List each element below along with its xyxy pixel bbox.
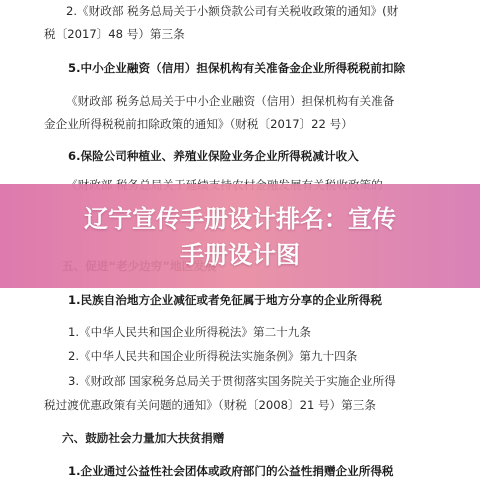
banner-title-line-1: 辽宁宣传手册设计排名：宣传: [84, 205, 396, 233]
text-line: 金企业所得税税前扣除政策的通知》（财税〔2017〕22 号）: [44, 117, 353, 131]
text-line: 1.《中华人民共和国企业所得税法》第二十九条: [68, 325, 311, 339]
text-line: 2.《财政部 税务总局关于小额贷款公司有关税收政策的通知》(财: [66, 4, 399, 18]
title-banner: [0, 184, 480, 288]
heading-line: 1.企业通过公益性社会团体或政府部门的公益性捐赠企业所得税: [68, 464, 394, 478]
heading-line: 1.民族自治地方企业减征或者免征属于地方分享的企业所得税: [68, 293, 382, 307]
text-line: 3.《财政部 国家税务总局关于贯彻落实国务院关于实施企业所得: [68, 374, 396, 388]
text-line: 2.《中华人民共和国企业所得税法实施条例》第九十四条: [68, 349, 358, 363]
banner-title-line-2: 手册设计图: [180, 241, 300, 269]
heading-line: 6.保险公司种植业、养殖业保险业务企业所得税减计收入: [68, 149, 359, 163]
heading-line: 5.中小企业融资（信用）担保机构有关准备金企业所得税税前扣除: [68, 61, 406, 75]
text-line: 《财政部 税务总局关于中小企业融资（信用）担保机构有关准备: [66, 94, 395, 108]
text-line: 税〔2017〕48 号）第三条: [44, 27, 185, 41]
text-line: 税过渡优惠政策有关问题的通知》（财税〔2008〕21 号）第三条: [44, 398, 376, 412]
section-heading: 六、鼓励社会力量加大扶贫捐赠: [62, 431, 225, 445]
